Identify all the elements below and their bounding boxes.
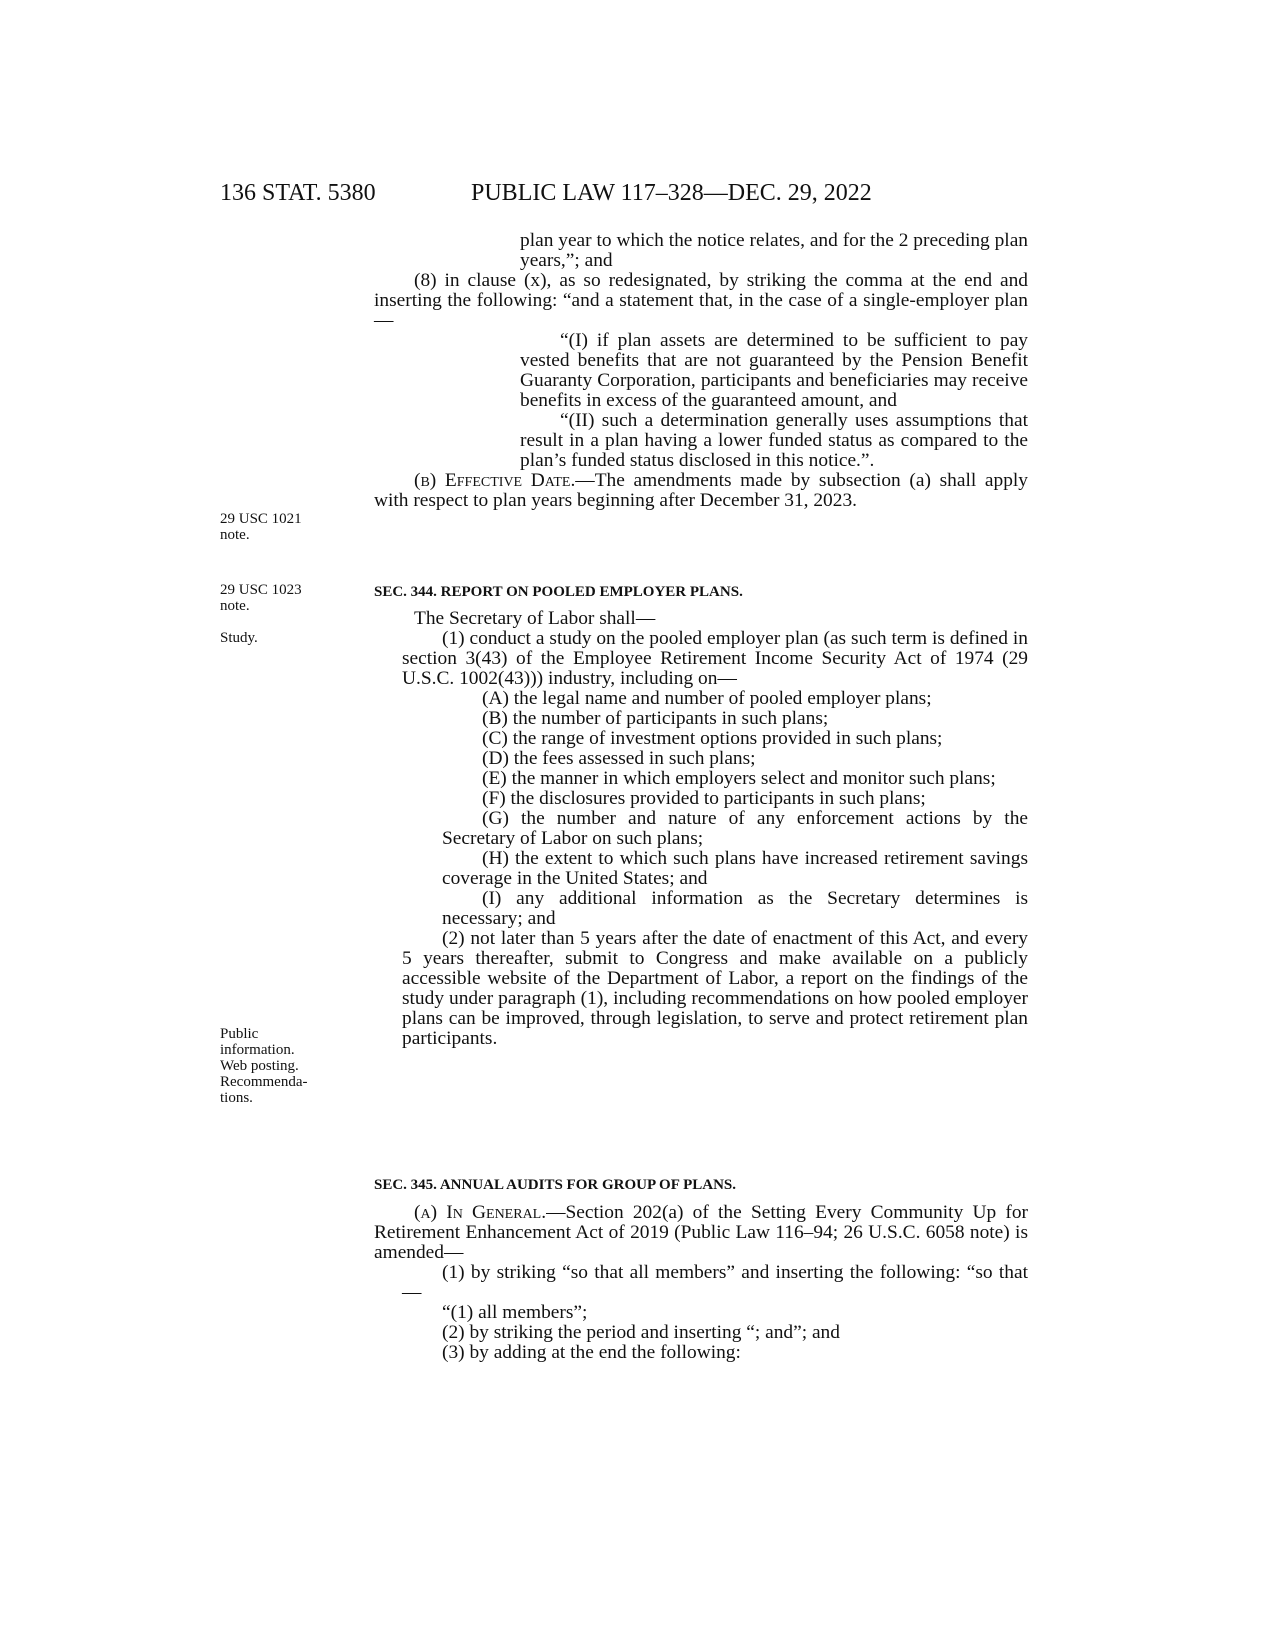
margin-note-line: 29 USC 1021: [220, 511, 302, 527]
amendment-text-block: [374, 231, 1028, 511]
page-number-stat: 136 STAT. 5380: [220, 180, 376, 206]
section-344-body: [374, 609, 1028, 1049]
section-345: [374, 1175, 1028, 1195]
section-344: [374, 582, 1028, 602]
effective-date-paragraph: [374, 471, 1028, 511]
margin-note-line: 29 USC 1023: [220, 582, 302, 598]
s345-paragraph-3: (3) by adding at the end the following:: [442, 1342, 741, 1363]
s345-subsection-a: [374, 1203, 1028, 1263]
s344-subparagraph-I: (I) any additional information as the Secretary determines is necessary; and: [442, 888, 1028, 929]
margin-note-line: Web posting.: [220, 1058, 299, 1074]
margin-note-line: note.: [220, 598, 250, 614]
continuation-text: plan year to which the notice relates, and for the 2 preceding plan years,”; and: [520, 230, 1028, 271]
section-345-heading: SEC. 345. ANNUAL AUDITS FOR GROUP OF PLANS.: [374, 1177, 736, 1193]
s344-paragraph-2: (2) not later than 5 years after the date of enactment of this Act, and every 5 years thereafter, submit to Congress and make available on a publicly accessible website of the Department of Labor, a report on the findings of the study under paragraph (1), including recommendations on how pooled employer plans can be improved, through legislation, to serve and protect retirement plan participants.: [402, 928, 1028, 1049]
section-345-body: [374, 1203, 1028, 1363]
s344-subparagraph-D: (D) the fees assessed in such plans;: [482, 748, 756, 769]
margin-note-line: information.: [220, 1042, 295, 1058]
margin-note-line: Recommenda-: [220, 1074, 308, 1090]
s344-subparagraph-E: (E) the manner in which employers select and monitor such plans;: [482, 768, 996, 789]
s344-subparagraph-G: (G) the number and nature of any enforcement actions by the Secretary of Labor on such plans;: [442, 808, 1028, 849]
s344-subparagraph-F: (F) the disclosures provided to participants in such plans;: [482, 788, 926, 809]
quoted-subclause-I: “(I) if plan assets are determined to be sufficient to pay vested benefits that are not guaranteed by the Pension Benefit Guaranty Corporation, participants and beneficiaries may receive benefits in excess of the guaranteed amount, and: [520, 330, 1028, 411]
margin-note-29usc1021: [220, 511, 330, 543]
s345-quoted-1: “(1) all members”;: [442, 1302, 588, 1323]
effective-date-heading: (b) Effective Date.: [414, 470, 576, 491]
s345-paragraph-2: (2) by striking the period and inserting “; and”; and: [442, 1322, 840, 1343]
effective-date-text: —The amendments made by subsection (a) shall apply with respect to plan years beginning after December 31, 2023.: [374, 470, 1028, 511]
s344-subparagraph-C: (C) the range of investment options provided in such plans;: [482, 728, 943, 749]
quoted-subclause-II: “(II) such a determination generally uses assumptions that result in a plan having a lower funded status as compared to the plan’s funded status disclosed in this notice.”.: [520, 410, 1028, 471]
in-general-heading: (a) In General.: [414, 1202, 547, 1223]
running-header: PUBLIC LAW 117–328—DEC. 29, 2022: [471, 180, 872, 206]
section-344-heading: SEC. 344. REPORT ON POOLED EMPLOYER PLANS.: [374, 584, 743, 600]
s345-paragraph-1: (1) by striking “so that all members” and inserting the following: “so that—: [402, 1262, 1028, 1303]
margin-note-line: Public: [220, 1026, 259, 1042]
margin-note-public-information: [220, 1026, 330, 1106]
in-general-text: —Section 202(a) of the Setting Every Community Up for Retirement Enhancement Act of 2019 (Public Law 116–94; 26 U.S.C. 6058 note) is amended—: [374, 1202, 1028, 1263]
s344-subparagraph-B: (B) the number of participants in such plans;: [482, 708, 829, 729]
s344-paragraph-1: (1) conduct a study on the pooled employer plan (as such term is defined in section 3(43) of the Employee Retirement Income Security Act of 1974 (29 U.S.C. 1002(43))) industry, including on—: [402, 628, 1028, 689]
paragraph-8: (8) in clause (x), as so redesignated, by striking the comma at the end and inserting the following: “and a statement that, in the case of a single-employer plan—: [374, 270, 1028, 331]
margin-note-line: Study.: [220, 630, 258, 646]
margin-note-study: [220, 630, 330, 646]
margin-note-line: note.: [220, 527, 250, 543]
margin-note-29usc1023: [220, 582, 330, 614]
s344-subparagraph-A: (A) the legal name and number of pooled employer plans;: [482, 688, 932, 709]
s344-intro: The Secretary of Labor shall—: [414, 608, 656, 629]
s344-subparagraph-H: (H) the extent to which such plans have increased retirement savings coverage in the United States; and: [442, 848, 1028, 889]
margin-note-line: tions.: [220, 1090, 253, 1106]
